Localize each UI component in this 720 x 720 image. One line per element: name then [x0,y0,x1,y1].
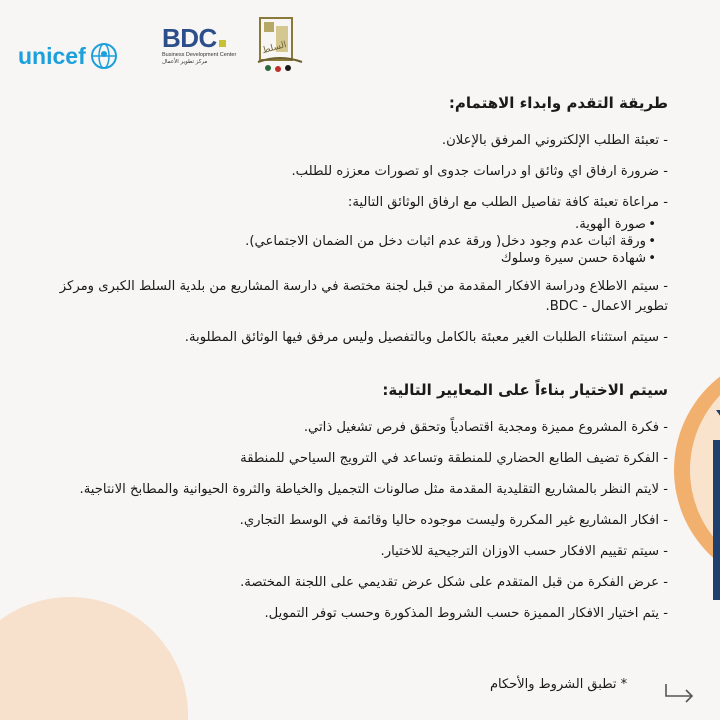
criteria-item: - لايتم النظر بالمشاريع التقليدية المقدمة مثل صالونات التجميل والخياطة والثروة الحيوانية والمطابخ الانتاجية. [79,482,668,497]
bdc-subtitle-en: Business Development Center [162,52,237,58]
navy-arc-right [716,410,720,640]
section1-item: - تعبئة الطلب الإلكتروني المرفق بالإعلان. [441,133,668,148]
criteria-item: - يتم اختيار الافكار المميزة حسب الشروط المذكورة وحسب توفر التمويل. [264,606,668,621]
bdc-wordmark: BDC [162,23,217,53]
header-logos [14,12,706,84]
criteria-item: - الفكرة تضيف الطابع الحضاري للمنطقة وتساعد في الترويج السياحي للمنطقة [240,451,668,466]
section1-item: - ضرورة ارفاق اي وثائق او دراسات جدوى او تصورات معززه للطلب. [291,164,668,179]
bdc-logo [162,24,236,66]
section1-item: - مراعاة تعبئة كافة تفاصيل الطلب مع ارفاق الوثائق التالية: [347,195,668,210]
unicef-globe-icon [90,42,118,70]
section1-heading: طريقة التقدم وابداء الاهتمام: [448,94,668,112]
unicef-wordmark: unicef [18,42,86,69]
navy-strip-right [713,440,720,600]
city-logo-text: السلط [261,40,288,57]
criteria-item: - عرض الفكرة من قبل المتقدم على شكل عرض تقديمي على اللجنة المختصة. [240,575,668,590]
criteria-item: - افكار المشاريع غير المكررة وليست موجوده حاليا وقائمة في الوسط التجاري. [239,513,668,528]
section-spacer [36,359,668,379]
announcement-body [36,92,668,635]
bdc-dot-icon [219,40,226,47]
bdc-subtitle-ar: مركز تطوير الأعمال [162,59,208,65]
criteria-item: - سيتم تقييم الافكار حسب الاوزان الترجيحية للاختيار. [380,544,668,559]
orange-circle-right [674,352,720,588]
document-subitem: • صورة الهوية. [36,216,668,233]
document-subitem: • ورقة اثبات عدم وجود دخل( ورقة عدم اثبات دخل من الضمان الاجتماعي). [36,233,668,250]
salt-municipality-logo [254,14,306,80]
documents-list [36,216,668,267]
section1-item: - سيتم استثناء الطلبات الغير معبئة بالكامل وبالتفصيل وليس مرفق فيها الوثائق المطلوبة. [184,330,668,345]
peach-circle-right [690,362,720,578]
terms-note: * تطبق الشروط والأحكام [490,677,628,692]
criteria-item: - فكرة المشروع مميزة ومجدية اقتصادياً وتحقق فرص تشغيل ذاتي. [303,420,668,435]
unicef-logo [18,42,118,70]
salt-municipality-emblem-icon [254,14,306,76]
return-arrow-icon [662,682,698,704]
document-subitem: • شهادة حسن سيرة وسلوك [36,250,668,267]
section1-item: - سيتم الاطلاع ودراسة الافكار المقدمة من قبل لجنة مختصة في دارسة المشاريع من بلدية السلط الكبرى ومركز تطوير الاعمال - BDC. [59,279,668,314]
section2-heading: سيتم الاختيار بناءاً على المعايير التالية: [382,381,668,399]
